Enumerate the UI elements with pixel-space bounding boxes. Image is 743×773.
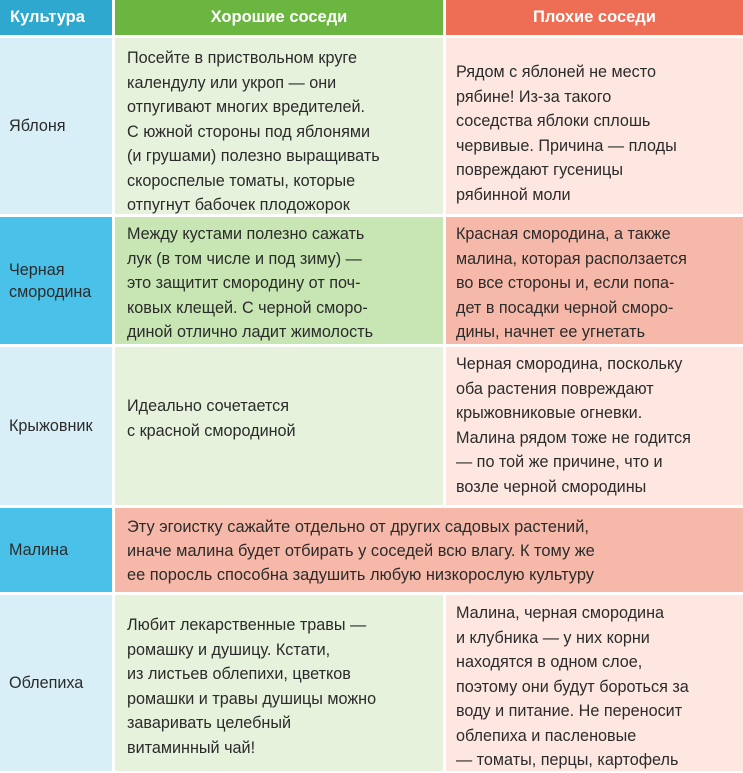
crop-cell-sea-buckthorn: Облепиха xyxy=(0,595,112,771)
text-line: ромашку и душицу. Кстати, xyxy=(127,640,331,659)
text-line: Посейте в приствольном круге xyxy=(127,49,357,67)
text-line: ее поросль способна задушить любую низкорослую культуру xyxy=(127,566,594,584)
text-line: Черная смородина, поскольку xyxy=(456,355,683,373)
crop-cell-blackcurrant xyxy=(0,217,112,344)
text-line: лук (в том числе и под зиму) — xyxy=(127,249,362,268)
bad-neighbors-sea-buckthorn xyxy=(446,595,743,771)
good-neighbors-blackcurrant xyxy=(115,217,443,344)
crop-name-line: Черная xyxy=(9,260,65,279)
text-line: диной отлично ладит жимолость xyxy=(127,323,374,341)
text-line: Малина рядом тоже не годится xyxy=(456,428,691,447)
text-line: и клубника — у них корни xyxy=(456,628,650,647)
good-neighbors-gooseberry xyxy=(115,347,443,505)
bad-neighbors-gooseberry xyxy=(446,347,743,505)
crop-name-line: смородина xyxy=(9,282,92,301)
text-line: возле черной смородины xyxy=(456,477,647,496)
text-line: календулу или укроп — они xyxy=(127,73,337,92)
text-line: это защитит смородину от поч- xyxy=(127,274,361,292)
text-line: находятся в одном слое, xyxy=(456,653,643,671)
text-line: воду и питание. Не переносит xyxy=(456,702,683,720)
raspberry-note xyxy=(115,508,743,592)
text-line: во все стороны и, если попа- xyxy=(456,274,675,292)
text-line: Между кустами полезно сажать xyxy=(127,225,365,243)
text-line: ковых клещей. С черной сморо- xyxy=(127,298,368,317)
text-line: червивые. Причина — плоды xyxy=(456,136,677,155)
text-line: дет в посадки черной сморо- xyxy=(456,298,674,317)
good-neighbors-sea-buckthorn xyxy=(115,595,443,771)
text-line: облепиха и пасленовые xyxy=(456,726,637,745)
text-line: Красная смородина, а также xyxy=(456,225,671,243)
column-header-good-neighbors: Хорошие соседи xyxy=(115,0,443,35)
text-line: с красной смородиной xyxy=(127,421,296,440)
text-line: отпугивают многих вредителей. xyxy=(127,98,366,116)
text-line: соседства яблоки сплошь xyxy=(456,112,651,130)
text-line: оба растения повреждают xyxy=(456,379,654,398)
column-header-bad-neighbors: Плохие соседи xyxy=(446,0,743,35)
text-line: крыжовниковые огневки. xyxy=(456,404,643,422)
text-line: витаминный чай! xyxy=(127,738,256,757)
text-line: С южной стороны под яблонями xyxy=(127,122,371,141)
text-line: скороспелые томаты, которые xyxy=(127,171,356,190)
crop-cell-apple: Яблоня xyxy=(0,38,112,214)
text-line: из листьев облепихи, цветков xyxy=(127,665,351,683)
text-line: Рядом с яблоней не место xyxy=(456,63,657,81)
crop-cell-gooseberry: Крыжовник xyxy=(0,347,112,505)
text-line: рябине! Из-за такого xyxy=(456,87,612,106)
text-line: — по той же причине, что и xyxy=(456,453,663,471)
text-line: дины, начнет ее угнетать xyxy=(456,323,646,341)
text-line: заваривать целебный xyxy=(127,714,292,732)
text-line: повреждают гусеницы xyxy=(456,161,623,179)
text-line: (и грушами) полезно выращивать xyxy=(127,147,380,165)
text-line: Малина, черная смородина xyxy=(456,604,665,622)
text-line: Идеально сочетается xyxy=(127,397,290,415)
column-header-crop: Культура xyxy=(0,0,112,35)
text-line: иначе малина будет отбирать у соседей всю влагу. К тому же xyxy=(127,542,595,560)
good-neighbors-apple xyxy=(115,38,443,214)
text-line: рябинной моли xyxy=(456,185,571,204)
bad-neighbors-apple xyxy=(446,38,743,214)
text-line: ромашки и травы душицы можно xyxy=(127,689,377,708)
text-line: малина, которая расползается xyxy=(456,249,687,268)
crop-cell-raspberry: Малина xyxy=(0,508,112,592)
text-line: поэтому они будут бороться за xyxy=(456,677,689,696)
text-line: отпугнут бабочек плодожорок xyxy=(127,196,350,214)
bad-neighbors-blackcurrant xyxy=(446,217,743,344)
text-line: Любит лекарственные травы — xyxy=(127,616,367,634)
text-line: Эту эгоистку сажайте отдельно от других садовых растений, xyxy=(127,518,589,536)
text-line: — томаты, перцы, картофель xyxy=(456,751,679,769)
